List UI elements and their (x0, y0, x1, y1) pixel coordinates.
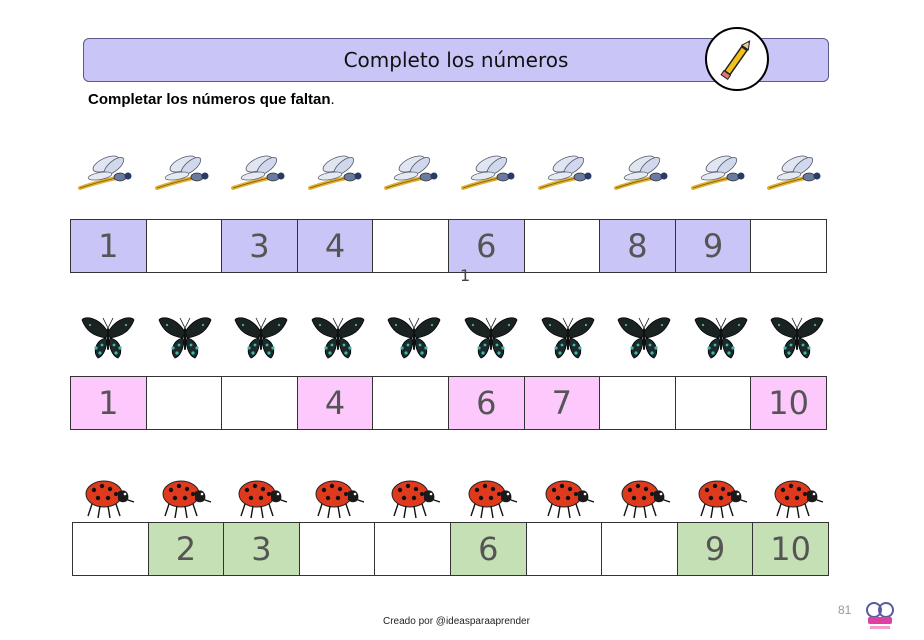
blank-number-cell[interactable] (599, 376, 676, 430)
number-cell: 7 (524, 376, 601, 430)
blank-number-cell[interactable] (526, 522, 603, 576)
butterfly-icon (384, 312, 444, 362)
number-cell: 4 (297, 219, 374, 273)
page-number: 81 (838, 603, 852, 617)
dragonfly-icon (767, 150, 827, 200)
butterfly-icon (308, 312, 368, 362)
blank-number-cell[interactable] (146, 219, 223, 273)
number-cell: 10 (752, 522, 829, 576)
blank-number-cell[interactable] (146, 376, 223, 430)
number-cell: 3 (221, 219, 298, 273)
page-title: Completo los números (343, 48, 569, 72)
blank-number-cell[interactable] (372, 376, 449, 430)
stray-mark: 1 (460, 266, 471, 285)
ladybug-icon (538, 472, 598, 522)
butterfly-icon (78, 312, 138, 362)
butterfly-icon (461, 312, 521, 362)
butterfly-icon (614, 312, 674, 362)
butterfly-icon (231, 312, 291, 362)
blank-number-cell[interactable] (675, 376, 752, 430)
number-cell: 4 (297, 376, 374, 430)
ladybug-icon (691, 472, 751, 522)
number-cell: 9 (677, 522, 754, 576)
dragonfly-row (72, 150, 842, 200)
ladybug-row (72, 472, 842, 522)
number-cell: 1 (70, 219, 147, 273)
dragonfly-icon (231, 150, 291, 200)
ladybug-icon (767, 472, 827, 522)
pencil-icon (705, 27, 769, 91)
blank-number-cell[interactable] (372, 219, 449, 273)
dragonfly-icon (78, 150, 138, 200)
dragonfly-icon (384, 150, 444, 200)
number-cell: 3 (223, 522, 300, 576)
dragonfly-icon (155, 150, 215, 200)
number-cell: 9 (675, 219, 752, 273)
butterfly-icon (767, 312, 827, 362)
footer-credit: Creado por @ideasparaaprender (383, 616, 530, 627)
ladybug-icon (308, 472, 368, 522)
number-cell: 8 (599, 219, 676, 273)
butterfly-icon (691, 312, 751, 362)
butterfly-icon (538, 312, 598, 362)
ladybug-icon (614, 472, 674, 522)
blank-number-cell[interactable] (374, 522, 451, 576)
ladybug-icon (231, 472, 291, 522)
number-row-3 (72, 522, 829, 576)
dragonfly-icon (461, 150, 521, 200)
number-cell: 10 (750, 376, 827, 430)
blank-number-cell[interactable] (524, 219, 601, 273)
number-row-1 (70, 219, 827, 273)
number-cell: 2 (148, 522, 225, 576)
blank-number-cell[interactable] (299, 522, 376, 576)
number-cell: 6 (450, 522, 527, 576)
butterfly-row (72, 312, 842, 362)
ladybug-icon (78, 472, 138, 522)
number-cell: 6 (448, 376, 525, 430)
dragonfly-icon (308, 150, 368, 200)
dragonfly-icon (691, 150, 751, 200)
number-row-2 (70, 376, 827, 430)
ladybug-icon (461, 472, 521, 522)
number-cell: 1 (70, 376, 147, 430)
butterfly-icon (155, 312, 215, 362)
instruction-text: Completar los números que faltan. (88, 91, 335, 108)
ideas-para-aprender-logo-icon (862, 598, 898, 634)
dragonfly-icon (614, 150, 674, 200)
ladybug-icon (384, 472, 444, 522)
blank-number-cell[interactable] (750, 219, 827, 273)
ladybug-icon (155, 472, 215, 522)
number-cell: 6 (448, 219, 525, 273)
dragonfly-icon (538, 150, 598, 200)
blank-number-cell[interactable] (601, 522, 678, 576)
blank-number-cell[interactable] (72, 522, 149, 576)
blank-number-cell[interactable] (221, 376, 298, 430)
